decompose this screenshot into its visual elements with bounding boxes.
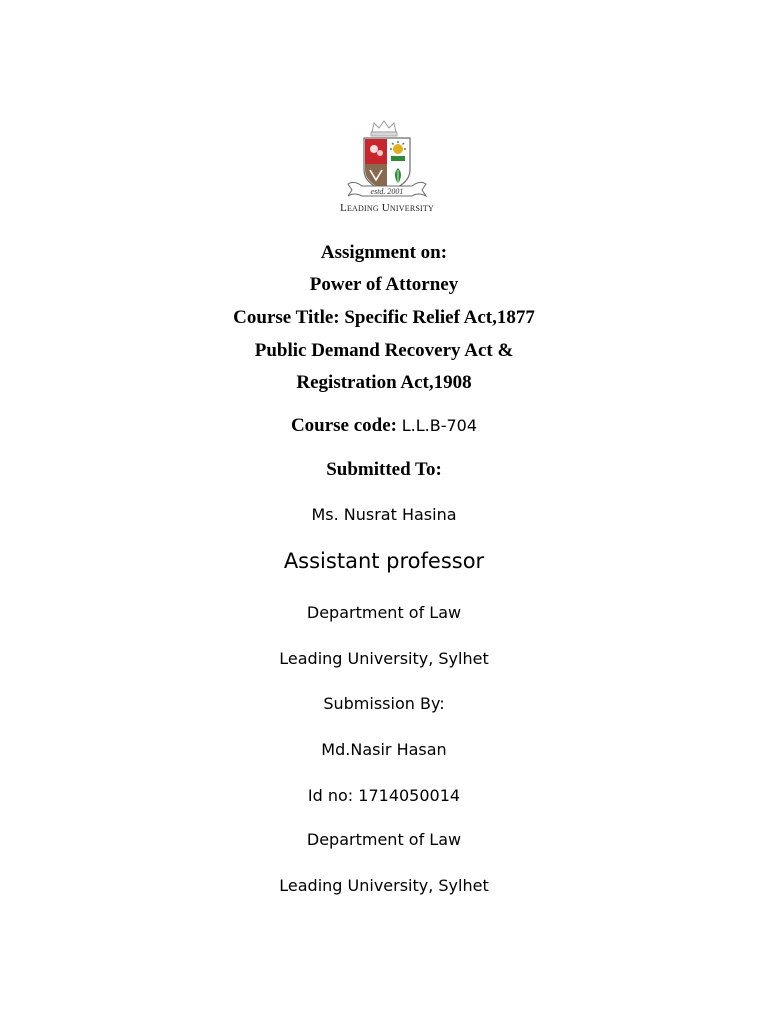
submission-by-heading: Submission By: — [323, 694, 445, 713]
submitted-to-department: Department of Law — [306, 603, 462, 622]
course-code — [0, 415, 768, 437]
submission-by-department: Department of Law — [306, 830, 462, 849]
university-name: Leading University — [340, 202, 434, 214]
assignment-topic: Power of Attorney — [309, 274, 459, 295]
university-logo — [334, 118, 440, 218]
submitted-to-university: Leading University, Sylhet — [279, 649, 489, 668]
crest-icon — [334, 118, 440, 204]
submission-by-id: Id no: 1714050014 — [307, 786, 461, 805]
course-code-label: Course code: — [290, 415, 397, 436]
submission-by-name: Md.Nasir Hasan — [321, 740, 447, 759]
course-title-line-2: Public Demand Recovery Act & — [254, 340, 514, 361]
submitted-to-designation: Assistant professor — [283, 549, 485, 573]
submitted-to-name: Ms. Nusrat Hasina — [311, 505, 457, 524]
course-title-line-3: Registration Act,1908 — [296, 372, 472, 393]
course-title: Course Title: Specific Relief Act,1877 — [233, 307, 535, 328]
submitted-to-heading: Submitted To: — [326, 459, 442, 480]
estd-text: estd. 2001 — [370, 187, 404, 196]
course-code-value: L.L.B-704 — [401, 416, 478, 435]
assignment-on-heading: Assignment on: — [320, 242, 448, 263]
submission-by-university: Leading University, Sylhet — [279, 876, 489, 895]
